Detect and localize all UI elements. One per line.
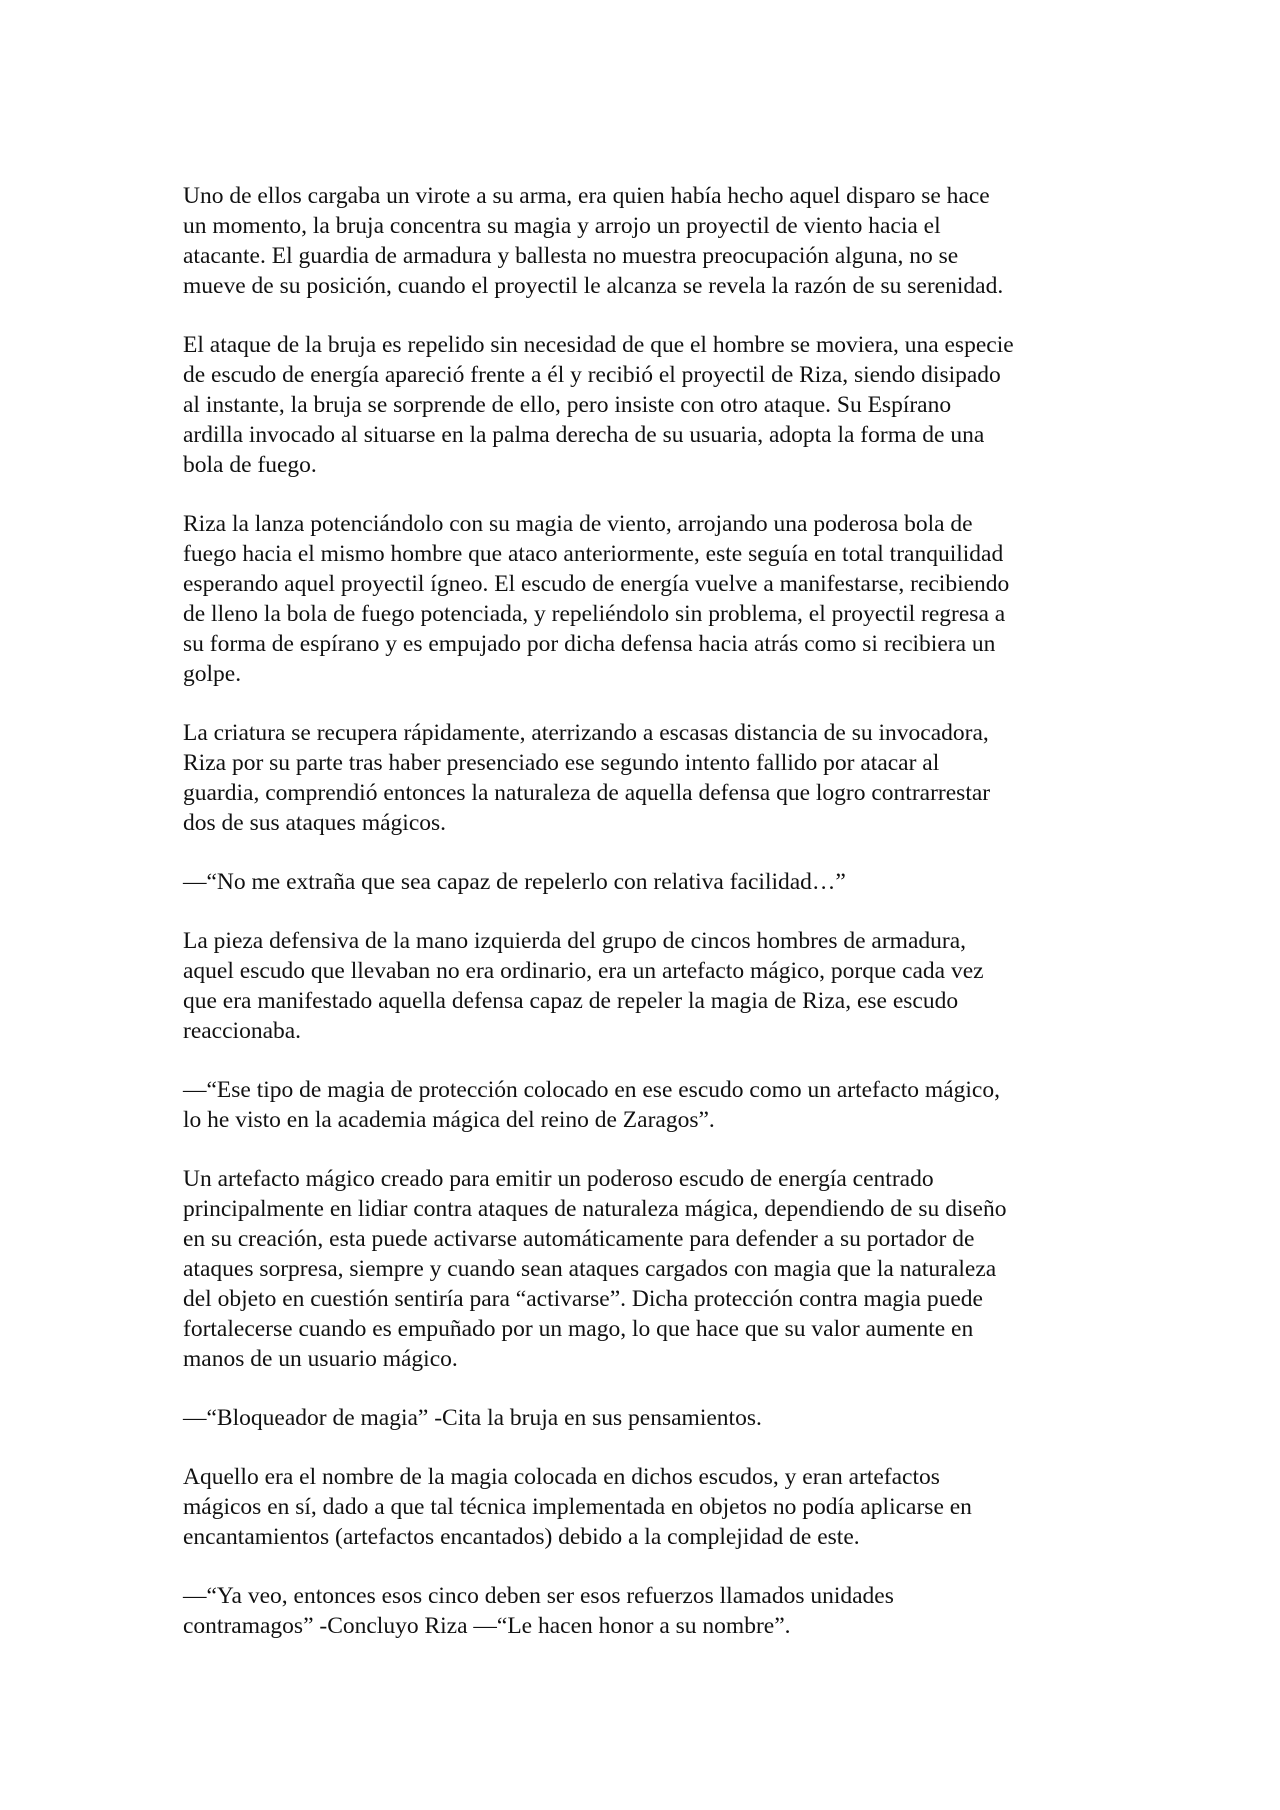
document-body [183,181,1103,1670]
paragraph-8 [183,1164,1103,1374]
text-line: aquel escudo que llevaban no era ordinario, era un artefacto mágico, porque cada vez [183,958,984,984]
text-line: mueve de su posición, cuando el proyectil le alcanza se revela la razón de su serenidad. [183,273,1004,299]
paragraph-1 [183,181,1103,301]
text-line: atacante. El guardia de armadura y ballesta no muestra preocupación alguna, no se [183,243,959,269]
text-line: un momento, la bruja concentra su magia y arrojo un proyectil de viento hacia el [183,213,941,239]
text-line: de escudo de energía apareció frente a él y recibió el proyectil de Riza, siendo disipado [183,362,1001,388]
text-line: Riza la lanza potenciándolo con su magia de viento, arrojando una poderosa bola de [183,511,973,537]
text-line: golpe. [183,661,242,687]
text-line: La criatura se recupera rápidamente, aterrizando a escasas distancia de su invocadora, [183,720,989,746]
text-line: lo he visto en la academia mágica del reino de Zaragos”. [183,1107,715,1133]
text-line: fortalecerse cuando es empuñado por un mago, lo que hace que su valor aumente en [183,1316,974,1342]
text-line: Un artefacto mágico creado para emitir un poderoso escudo de energía centrado [183,1166,934,1192]
paragraph-2 [183,330,1103,480]
text-line: Aquello era el nombre de la magia colocada en dichos escudos, y eran artefactos [183,1464,940,1490]
text-line: —“Bloqueador de magia” -Cita la bruja en sus pensamientos. [183,1405,762,1431]
text-line: dos de sus ataques mágicos. [183,810,447,836]
text-line: La pieza defensiva de la mano izquierda del grupo de cincos hombres de armadura, [183,928,967,954]
text-line: —“No me extraña que sea capaz de repelerlo con relativa facilidad…” [183,869,846,895]
text-line: —“Ese tipo de magia de protección colocado en ese escudo como un artefacto mágico, [183,1077,1000,1103]
paragraph-4 [183,718,1103,838]
text-line: Riza por su parte tras haber presenciado ese segundo intento fallido por atacar al [183,750,940,776]
paragraph-11 [183,1581,1103,1641]
text-line: El ataque de la bruja es repelido sin necesidad de que el hombre se moviera, una especie [183,332,1014,358]
text-line: guardia, comprendió entonces la naturaleza de aquella defensa que logro contrarrestar [183,780,991,806]
paragraph-9 [183,1403,1103,1433]
text-line: reaccionaba. [183,1018,302,1044]
text-line: bola de fuego. [183,452,317,478]
text-line: principalmente en lidiar contra ataques de naturaleza mágica, dependiendo de su diseño [183,1196,1007,1222]
text-line: fuego hacia el mismo hombre que ataco anteriormente, este seguía en total tranquilidad [183,541,1004,567]
text-line: de lleno la bola de fuego potenciada, y repeliéndolo sin problema, el proyectil regresa a [183,601,1006,627]
paragraph-6 [183,926,1103,1046]
text-line: mágicos en sí, dado a que tal técnica implementada en objetos no podía aplicarse en [183,1494,972,1520]
text-line: al instante, la bruja se sorprende de ello, pero insiste con otro ataque. Su Espírano [183,392,952,418]
text-line: encantamientos (artefactos encantados) debido a la complejidad de este. [183,1524,860,1550]
text-line: ataques sorpresa, siempre y cuando sean ataques cargados con magia que la naturaleza [183,1256,997,1282]
paragraph-7 [183,1075,1103,1135]
paragraph-5 [183,867,1103,897]
text-line: —“Ya veo, entonces esos cinco deben ser esos refuerzos llamados unidades [183,1583,894,1609]
paragraph-3 [183,509,1103,689]
text-line: su forma de espírano y es empujado por dicha defensa hacia atrás como si recibiera un [183,631,996,657]
text-line: contramagos” -Concluyo Riza —“Le hacen honor a su nombre”. [183,1613,791,1639]
text-line: ardilla invocado al situarse en la palma derecha de su usuaria, adopta la forma de una [183,422,985,448]
text-line: Uno de ellos cargaba un virote a su arma, era quien había hecho aquel disparo se hace [183,183,990,209]
text-line: en su creación, esta puede activarse automáticamente para defender a su portador de [183,1226,975,1252]
text-line: que era manifestado aquella defensa capaz de repeler la magia de Riza, ese escudo [183,988,959,1014]
paragraph-10 [183,1462,1103,1552]
text-line: esperando aquel proyectil ígneo. El escudo de energía vuelve a manifestarse, recibiendo [183,571,1010,597]
text-line: manos de un usuario mágico. [183,1346,458,1372]
text-line: del objeto en cuestión sentiría para “activarse”. Dicha protección contra magia puede [183,1286,983,1312]
